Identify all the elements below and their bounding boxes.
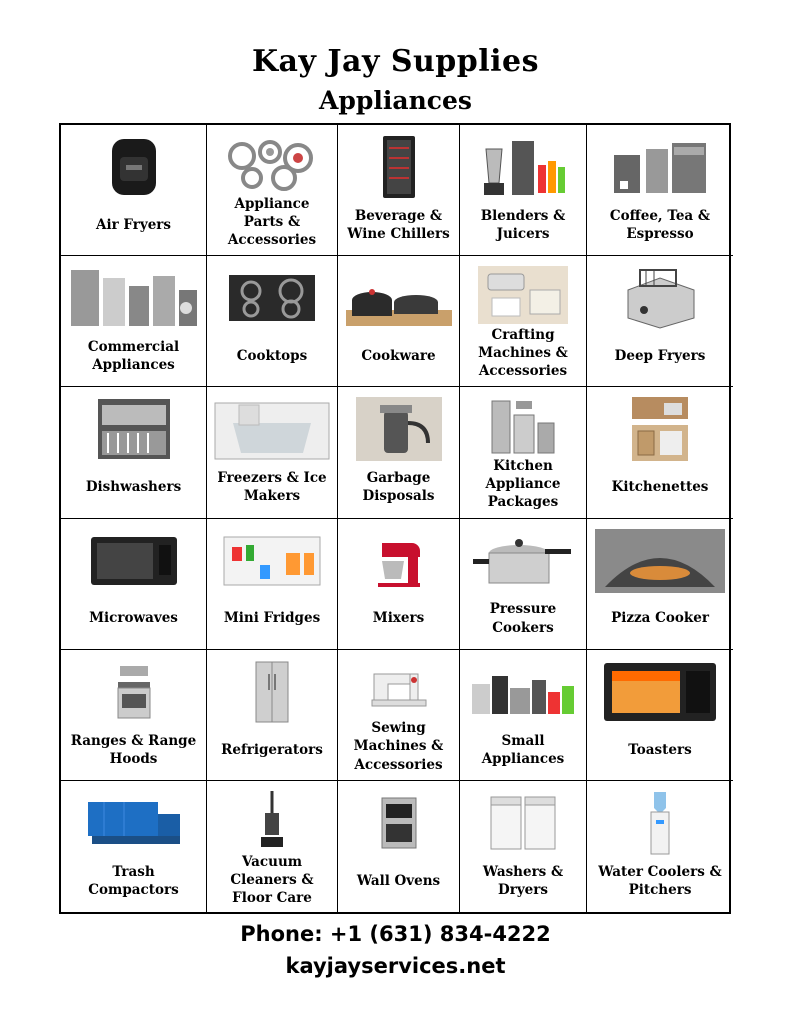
category-cell[interactable]: [338, 781, 460, 912]
category-cell[interactable]: [207, 650, 338, 781]
category-label: Refrigerators: [221, 741, 323, 758]
appliance-parts-icon: [211, 133, 333, 195]
phone-number: Phone: +1 (631) 834-4222: [240, 922, 551, 946]
kitchenette-icon: [591, 395, 729, 463]
category-label: Crafting Machines & Accessories: [478, 326, 568, 380]
category-label: Dishwashers: [85, 479, 182, 496]
category-label: Wall Ovens: [356, 873, 441, 890]
pizza-oven-icon: [591, 527, 729, 595]
category-label: Ranges & Range Hoods: [70, 732, 197, 767]
mini-fridge-icon: [211, 527, 333, 595]
category-label: Sewing Machines & Accessories: [353, 720, 444, 773]
category-label: Pressure Cookers: [489, 601, 557, 636]
website-link[interactable]: kayjayservices.net: [285, 954, 506, 978]
stand-mixer-icon: [342, 527, 455, 595]
category-label: Microwaves: [89, 610, 178, 627]
wall-oven-icon: [342, 789, 455, 857]
range-icon: [65, 658, 202, 726]
category-label: Commercial Appliances: [87, 339, 180, 374]
small-appliances-icon: [464, 658, 582, 726]
category-label: Water Coolers & Pitchers: [598, 864, 722, 899]
kitchen-package-icon: [464, 395, 582, 457]
air-fryer-icon: [65, 133, 202, 201]
category-label: Coffee, Tea & Espresso: [609, 207, 711, 243]
category-cell[interactable]: [61, 256, 207, 387]
category-cell[interactable]: [207, 781, 338, 912]
commercial-appliances-icon: [65, 264, 202, 332]
category-label: Pizza Cooker: [611, 610, 709, 627]
category-grid: [59, 123, 731, 914]
category-cell[interactable]: [207, 125, 338, 256]
category-label: Mixers: [372, 610, 425, 627]
wine-chiller-icon: [342, 133, 455, 201]
category-cell[interactable]: [460, 256, 587, 387]
pressure-cooker-icon: [464, 527, 582, 595]
page-subtitle: Appliances: [319, 86, 472, 115]
category-cell[interactable]: [460, 387, 587, 518]
category-cell[interactable]: [338, 256, 460, 387]
category-cell[interactable]: [338, 519, 460, 650]
category-cell[interactable]: [338, 650, 460, 781]
category-cell[interactable]: [587, 387, 733, 518]
category-label: Cookware: [361, 348, 436, 365]
category-label: Blenders & Juicers: [480, 207, 566, 243]
category-label: Kitchen Appliance Packages: [485, 457, 561, 511]
refrigerator-icon: [211, 658, 333, 726]
freezer-icon: [211, 395, 333, 463]
category-cell[interactable]: [338, 387, 460, 518]
category-label: Deep Fryers: [614, 348, 706, 365]
category-label: Toasters: [628, 741, 692, 758]
category-cell[interactable]: [207, 256, 338, 387]
category-cell[interactable]: [61, 125, 207, 256]
category-cell[interactable]: [460, 781, 587, 912]
category-label: Vacuum Cleaners & Floor Care: [230, 853, 314, 907]
crafting-machine-icon: [464, 264, 582, 326]
category-cell[interactable]: [460, 125, 587, 256]
category-cell[interactable]: [587, 781, 733, 912]
trash-compactor-icon: [65, 789, 202, 857]
deep-fryer-icon: [591, 264, 729, 332]
category-cell[interactable]: [207, 519, 338, 650]
category-cell[interactable]: [61, 519, 207, 650]
toaster-oven-icon: [591, 658, 729, 726]
vacuum-icon: [211, 789, 333, 853]
category-label: Air Fryers: [95, 216, 172, 233]
category-label: Garbage Disposals: [362, 470, 435, 505]
category-label: Beverage & Wine Chillers: [347, 207, 450, 243]
sewing-machine-icon: [342, 658, 455, 720]
water-cooler-icon: [591, 789, 729, 857]
category-label: Small Appliances: [481, 732, 565, 767]
blender-icon: [464, 133, 582, 201]
category-label: Washers & Dryers: [482, 864, 564, 899]
category-cell[interactable]: [61, 387, 207, 518]
category-cell[interactable]: [587, 519, 733, 650]
category-cell[interactable]: [61, 650, 207, 781]
category-cell[interactable]: [587, 125, 733, 256]
microwave-icon: [65, 527, 202, 595]
category-cell[interactable]: [338, 125, 460, 256]
category-label: Trash Compactors: [88, 864, 179, 899]
cookware-icon: [342, 264, 455, 332]
garbage-disposal-icon: [342, 395, 455, 463]
category-cell[interactable]: [587, 650, 733, 781]
category-cell[interactable]: [207, 387, 338, 518]
category-cell[interactable]: [460, 519, 587, 650]
category-label: Cooktops: [236, 348, 308, 365]
cooktop-icon: [211, 264, 333, 332]
category-cell[interactable]: [587, 256, 733, 387]
washer-dryer-icon: [464, 789, 582, 857]
page-title: Kay Jay Supplies: [251, 44, 540, 79]
category-label: Mini Fridges: [223, 610, 321, 627]
category-cell[interactable]: [460, 650, 587, 781]
category-cell[interactable]: [61, 781, 207, 912]
category-label: Appliance Parts & Accessories: [227, 195, 317, 248]
category-label: Freezers & Ice Makers: [217, 470, 327, 505]
dishwasher-icon: [65, 395, 202, 463]
category-label: Kitchenettes: [611, 479, 709, 496]
espresso-machine-icon: [591, 133, 729, 201]
